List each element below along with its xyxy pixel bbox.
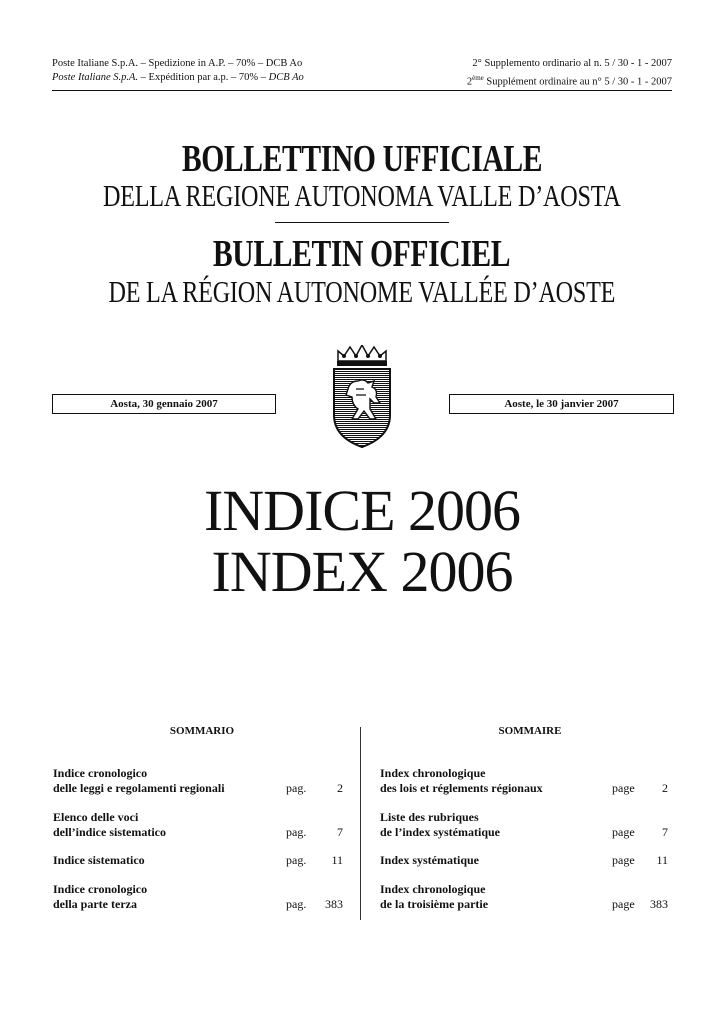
summary-entry-it[interactable]: [53, 853, 343, 868]
page-label: pag.: [286, 825, 307, 839]
postal-notice-fr-code: DCB Ao: [268, 72, 304, 83]
page-number: 2: [662, 781, 668, 795]
entry-label: [53, 853, 145, 868]
header-rule: [52, 90, 672, 91]
index-title-fr: INDEX 2006: [211, 539, 513, 604]
entry-label: [380, 810, 500, 840]
summary-entry-fr[interactable]: [380, 766, 668, 796]
date-box-it: Aosta, 30 gennaio 2007: [52, 394, 276, 414]
entry-line2: delle leggi e regolamenti regionali: [53, 781, 225, 795]
entry-line2: dell’indice sistematico: [53, 825, 166, 839]
index-title-it: INDICE 2006: [203, 478, 520, 543]
entry-line1: Liste des rubriques: [380, 810, 479, 824]
page-number: 11: [656, 853, 668, 867]
page-label: page: [612, 825, 635, 839]
supplement-fr-sup: ème: [472, 74, 484, 82]
page-number: 7: [662, 825, 668, 839]
entry-line2: della parte terza: [53, 897, 137, 911]
masthead-title-it-text: BOLLETTINO UFFICIALE: [181, 138, 543, 180]
entry-line1: Elenco delle voci: [53, 810, 139, 824]
masthead-title-fr-text: BULLETIN OFFICIEL: [213, 233, 511, 275]
entry-line2: de la troisième partie: [380, 897, 489, 911]
page-label: pag.: [286, 897, 307, 911]
supplement-fr-number: 2: [466, 76, 473, 88]
page-number: 383: [325, 897, 343, 911]
supplement-notice-it: 2° Supplemento ordinario al n. 5 / 30 - 1 - 2007: [472, 58, 672, 69]
summary-entry-it[interactable]: [53, 766, 343, 796]
entry-label: [53, 882, 147, 912]
summary-entry-it[interactable]: [53, 810, 343, 840]
entry-line2: de l’index systématique: [380, 825, 500, 839]
entry-line1: Index systématique: [380, 853, 480, 867]
postal-notice-fr-text: – Expédition par a.p. – 70% –: [138, 72, 269, 83]
summary-entry-fr[interactable]: [380, 882, 668, 912]
masthead-subtitle-it-text: DELLA REGIONE AUTONOMA VALLE D’AOSTA: [103, 178, 621, 213]
summary-entry-fr[interactable]: [380, 810, 668, 840]
entry-label: [53, 766, 225, 796]
page-label: pag.: [286, 853, 307, 867]
entry-label: [380, 882, 488, 912]
postal-notice-it: Poste Italiane S.p.A. – Spedizione in A.P. – 70% – DCB Ao: [52, 58, 303, 69]
summary-entry-fr[interactable]: [380, 853, 668, 868]
date-box-fr: Aoste, le 30 janvier 2007: [449, 394, 674, 414]
masthead-title-it: [0, 137, 724, 181]
coat-of-arms-icon: [330, 345, 394, 449]
entry-line1: Index chronologique: [380, 766, 486, 780]
entry-label: [380, 766, 543, 796]
summary-divider: [360, 727, 361, 920]
entry-label: [53, 810, 166, 840]
summary-heading-it: SOMMARIO: [169, 725, 235, 737]
masthead-divider: [275, 222, 449, 223]
masthead-title-fr: [0, 232, 724, 276]
entry-line2: des lois et réglements régionaux: [380, 781, 543, 795]
page-label: page: [612, 781, 635, 795]
masthead-subtitle-fr: [0, 274, 724, 310]
entry-line1: Indice cronologico: [53, 766, 148, 780]
page-number: 383: [650, 897, 668, 911]
supplement-notice-fr: [467, 71, 672, 90]
masthead-subtitle-fr-text: DE LA RÉGION AUTONOME VALLÉE D’AOSTE: [108, 274, 616, 309]
supplement-fr-text: Supplément ordinaire au n° 5 / 30 - 1 - 2007: [483, 76, 672, 88]
postal-notice-fr-brand: Poste Italiane S.p.A.: [52, 72, 139, 83]
page-number: 2: [337, 781, 343, 795]
postal-notice-fr: [52, 71, 304, 85]
page-label: page: [612, 853, 635, 867]
entry-line1: Indice sistematico: [53, 853, 145, 867]
page-label: page: [612, 897, 635, 911]
masthead-subtitle-it: [0, 178, 724, 214]
page-label: pag.: [286, 781, 307, 795]
entry-label: [380, 853, 479, 868]
summary-entry-it[interactable]: [53, 882, 343, 912]
summary-heading-fr: SOMMAIRE: [498, 725, 562, 737]
entry-line1: Indice cronologico: [53, 882, 148, 896]
page-number: 7: [337, 825, 343, 839]
page-number: 11: [331, 853, 343, 867]
entry-line1: Index chronologique: [380, 882, 486, 896]
